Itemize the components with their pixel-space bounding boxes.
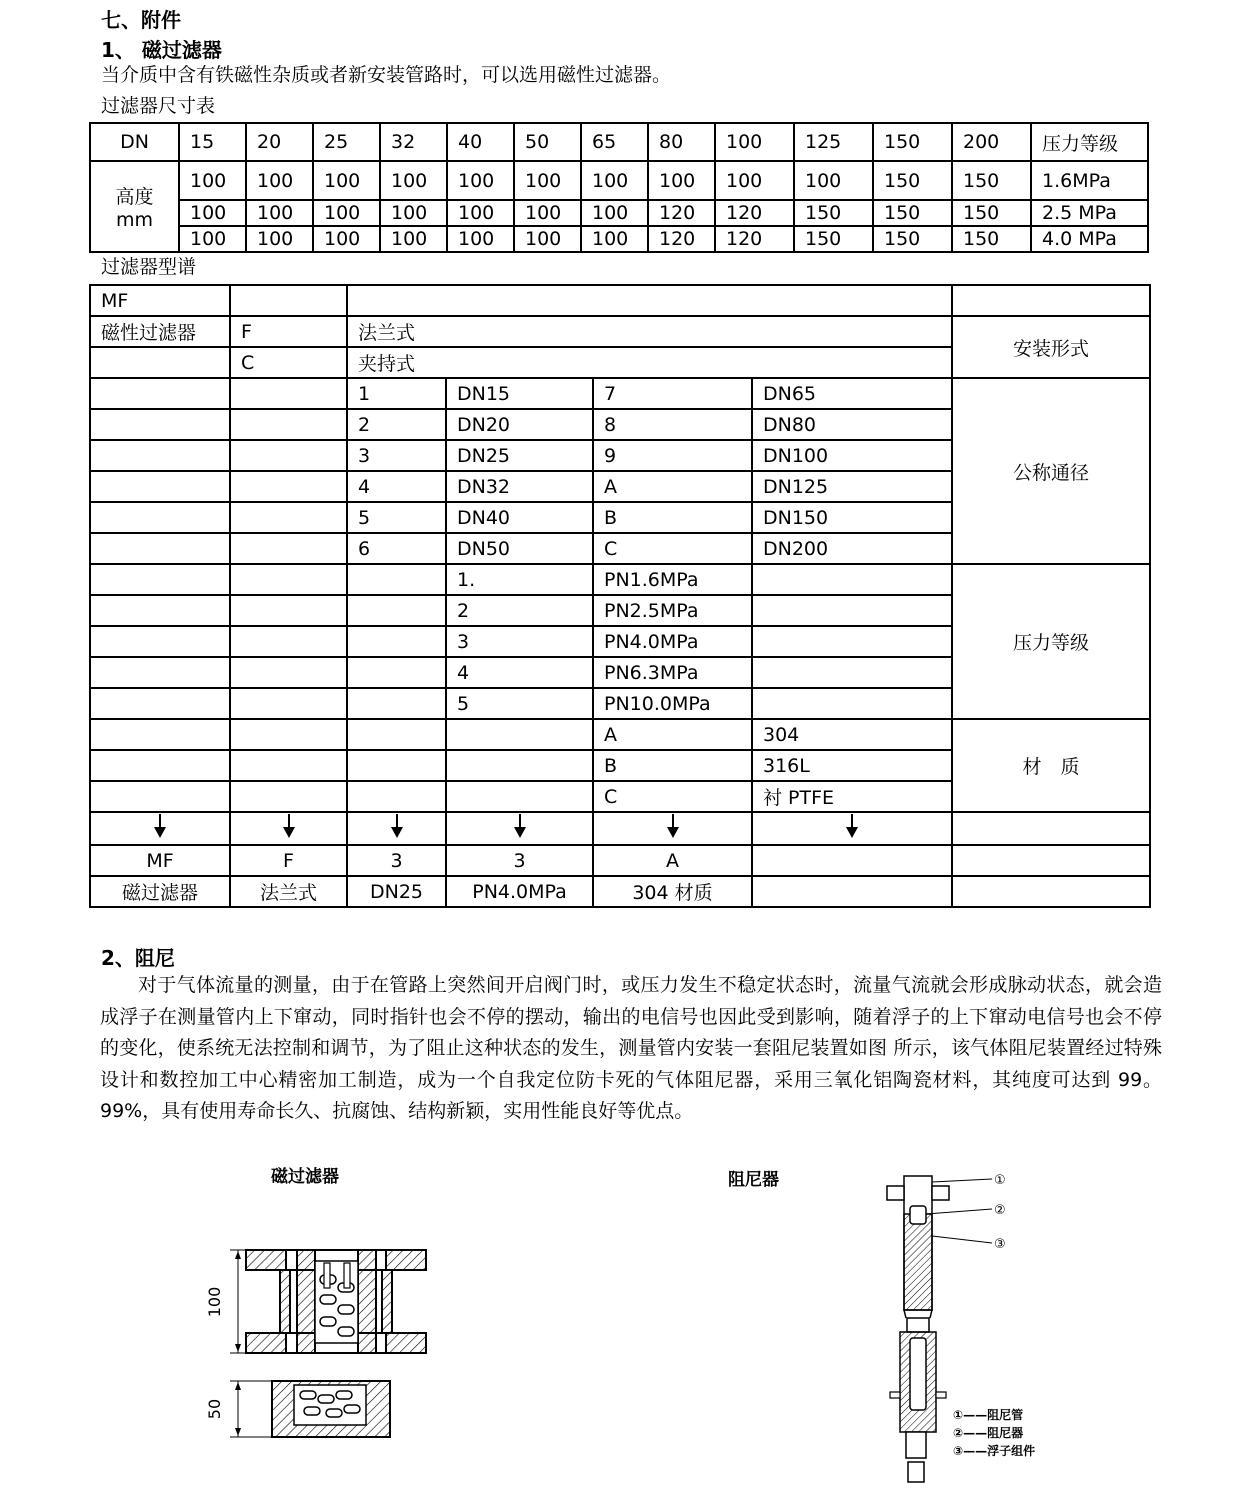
damper-figure-title: 阻尼器 bbox=[728, 1170, 779, 1190]
damper-subtitle: 2、阻尼 bbox=[101, 946, 175, 970]
dn-code: 5 bbox=[347, 502, 446, 533]
dn-cell: 20 bbox=[246, 123, 313, 161]
pressure-code: 4 bbox=[446, 657, 593, 688]
dn-label: DN20 bbox=[446, 409, 593, 440]
height-cell: 120 bbox=[715, 200, 794, 226]
install-title: 安装形式 bbox=[952, 316, 1150, 378]
height-cell: 100 bbox=[246, 226, 313, 252]
callout-1: ① bbox=[994, 1173, 1006, 1188]
pressure-code: 3 bbox=[446, 626, 593, 657]
size-table-header bbox=[90, 123, 1148, 161]
pressure-code: 2 bbox=[446, 595, 593, 626]
size-table bbox=[89, 122, 1149, 253]
pressure-cell: 4.0 MPa bbox=[1031, 226, 1148, 252]
dn-code: 3 bbox=[347, 440, 446, 471]
dn-label: DN150 bbox=[752, 502, 952, 533]
height-cell: 100 bbox=[380, 226, 447, 252]
arrow-row bbox=[90, 812, 1150, 845]
pressure-label: PN1.6MPa bbox=[593, 564, 752, 595]
dn-label: DN200 bbox=[752, 533, 952, 564]
height-cell: 100 bbox=[380, 200, 447, 226]
pressure-cell: 1.6MPa bbox=[1031, 161, 1148, 200]
dn-code: 2 bbox=[347, 409, 446, 440]
down-arrow-icon bbox=[230, 812, 347, 845]
dn-code: 6 bbox=[347, 533, 446, 564]
height-cell: 150 bbox=[952, 161, 1031, 200]
damper-device bbox=[890, 1310, 946, 1432]
height-label: 高度 mm bbox=[90, 161, 179, 252]
example-desc: DN25 bbox=[347, 876, 446, 907]
damper-legend-1: ①——阻尼管 bbox=[953, 1408, 1024, 1422]
height-cell: 120 bbox=[648, 226, 715, 252]
dn-code: A bbox=[593, 471, 752, 502]
example-code: 3 bbox=[446, 845, 593, 876]
pressure-label: PN10.0MPa bbox=[593, 688, 752, 719]
dn-cell: 32 bbox=[380, 123, 447, 161]
model-caption: 过滤器型谱 bbox=[101, 256, 197, 278]
height-cell: 100 bbox=[246, 161, 313, 200]
dn-cell: 200 bbox=[952, 123, 1031, 161]
dn-cell: 25 bbox=[313, 123, 380, 161]
height-cell: 100 bbox=[715, 161, 794, 200]
dn-label: DN bbox=[90, 123, 179, 161]
dn-code: C bbox=[593, 533, 752, 564]
example-desc: 304 材质 bbox=[593, 876, 752, 907]
height-cell: 100 bbox=[447, 200, 514, 226]
size-table-caption: 过滤器尺寸表 bbox=[101, 95, 216, 117]
material-label: 304 bbox=[752, 719, 952, 750]
dn-code: 8 bbox=[593, 409, 752, 440]
dn-code: B bbox=[593, 502, 752, 533]
filter-lower-body bbox=[272, 1381, 390, 1437]
dn-code: 7 bbox=[593, 378, 752, 409]
dim-50-label: 50 bbox=[205, 1398, 224, 1420]
callout-2: ② bbox=[994, 1203, 1006, 1218]
height-cell: 150 bbox=[952, 226, 1031, 252]
height-cell: 100 bbox=[447, 161, 514, 200]
dn-cell: 80 bbox=[648, 123, 715, 161]
height-cell: 100 bbox=[794, 161, 873, 200]
damper-paragraph: 对于气体流量的测量，由于在管路上突然间开启阀门时，或压力发生不稳定状态时，流量气流就会形成脉动状态，就会造成浮子在测量管内上下窜动，同时指针也会不停的摆动，输出的电信号也因此受到影响，随着浮子的上下窜动电信号也会不停的变化，使系统无法控制和调节，为了阻止这种状态的发生，测量管内安装一套阻尼装置如图 所示，该气体阻尼装置经过特殊设计和数控加工中心精密加工制造，成为一个自我定位防卡死的气体阻尼器，采用三氧化铝陶瓷材料，其纯度可达到 99。99%，具有使用寿命长久、抗腐蚀、结构新颖，实用性能良好等优点。 bbox=[100, 974, 1162, 1122]
height-cell: 120 bbox=[648, 200, 715, 226]
height-cell: 100 bbox=[648, 161, 715, 200]
dn-label: DN15 bbox=[446, 378, 593, 409]
install-code: F bbox=[230, 316, 347, 347]
example-code: 3 bbox=[347, 845, 446, 876]
example-code: F bbox=[230, 845, 347, 876]
material-label: 316L bbox=[752, 750, 952, 781]
height-cell: 100 bbox=[313, 226, 380, 252]
height-cell: 150 bbox=[873, 226, 952, 252]
dn-label: DN32 bbox=[446, 471, 593, 502]
height-cell: 100 bbox=[179, 226, 246, 252]
damper-legend-2: ②——阻尼器 bbox=[953, 1426, 1024, 1440]
material-code: A bbox=[593, 719, 752, 750]
height-cell: 100 bbox=[179, 161, 246, 200]
filter-drawing bbox=[200, 1235, 440, 1450]
pressure-title: 压力等级 bbox=[952, 564, 1150, 719]
height-cell: 150 bbox=[794, 226, 873, 252]
filter-intro: 当介质中含有铁磁性杂质或者新安装管路时，可以选用磁性过滤器。 bbox=[101, 64, 672, 86]
height-cell: 150 bbox=[873, 200, 952, 226]
down-arrow-icon bbox=[347, 812, 446, 845]
height-cell: 100 bbox=[581, 161, 648, 200]
height-cell: 100 bbox=[581, 226, 648, 252]
material-label: 衬 PTFE bbox=[752, 781, 952, 812]
height-cell: 100 bbox=[313, 200, 380, 226]
dn-label: DN80 bbox=[752, 409, 952, 440]
filter-dimension-50 bbox=[205, 1381, 272, 1437]
height-cell: 100 bbox=[514, 161, 581, 200]
example-code-row bbox=[90, 845, 1150, 876]
height-cell: 100 bbox=[447, 226, 514, 252]
dn-label: DN125 bbox=[752, 471, 952, 502]
dn-title: 公称通径 bbox=[952, 378, 1150, 564]
example-desc: 磁过滤器 bbox=[90, 876, 230, 907]
dn-code: 9 bbox=[593, 440, 752, 471]
height-cell: 100 bbox=[514, 200, 581, 226]
height-cell: 100 bbox=[246, 200, 313, 226]
float-assembly bbox=[906, 1432, 926, 1482]
height-cell: 150 bbox=[873, 161, 952, 200]
pressure-cell: 2.5 MPa bbox=[1031, 200, 1148, 226]
example-code: A bbox=[593, 845, 752, 876]
material-code: C bbox=[593, 781, 752, 812]
damper-tube bbox=[887, 1176, 949, 1310]
height-cell: 150 bbox=[952, 200, 1031, 226]
dn-code: 1 bbox=[347, 378, 446, 409]
size-table-row bbox=[90, 200, 1148, 226]
height-cell: 120 bbox=[715, 226, 794, 252]
height-cell: 150 bbox=[794, 200, 873, 226]
size-table-row bbox=[90, 226, 1148, 252]
dn-cell: 15 bbox=[179, 123, 246, 161]
height-cell: 100 bbox=[380, 161, 447, 200]
model-mf: MF bbox=[90, 285, 230, 316]
dim-100-label: 100 bbox=[205, 1286, 224, 1318]
dn-cell: 65 bbox=[581, 123, 648, 161]
dn-cell: 100 bbox=[715, 123, 794, 161]
height-cell: 100 bbox=[581, 200, 648, 226]
down-arrow-icon bbox=[90, 812, 230, 845]
pressure-code: 1. bbox=[446, 564, 593, 595]
dn-cell: 150 bbox=[873, 123, 952, 161]
section-title: 七、附件 bbox=[101, 8, 181, 32]
height-cell: 100 bbox=[514, 226, 581, 252]
height-cell: 100 bbox=[313, 161, 380, 200]
dn-label: DN50 bbox=[446, 533, 593, 564]
damper-drawing bbox=[880, 1166, 1080, 1486]
down-arrow-icon bbox=[593, 812, 752, 845]
example-code: MF bbox=[90, 845, 230, 876]
filter-dimension-100 bbox=[205, 1250, 246, 1353]
size-table-row bbox=[90, 161, 1148, 200]
example-desc: 法兰式 bbox=[230, 876, 347, 907]
down-arrow-icon bbox=[752, 812, 952, 845]
height-cell: 100 bbox=[179, 200, 246, 226]
pressure-label: PN6.3MPa bbox=[593, 657, 752, 688]
dn-code: 4 bbox=[347, 471, 446, 502]
dn-label: DN40 bbox=[446, 502, 593, 533]
material-code: B bbox=[593, 750, 752, 781]
damper-legend-3: ③——浮子组件 bbox=[953, 1444, 1036, 1458]
pressure-header: 压力等级 bbox=[1031, 123, 1148, 161]
material-title: 材 质 bbox=[952, 719, 1150, 812]
install-label: 法兰式 bbox=[347, 316, 952, 347]
pressure-label: PN4.0MPa bbox=[593, 626, 752, 657]
callout-3: ③ bbox=[994, 1237, 1006, 1252]
dn-cell: 40 bbox=[447, 123, 514, 161]
dn-label: DN100 bbox=[752, 440, 952, 471]
dn-label: DN25 bbox=[446, 440, 593, 471]
dn-cell: 125 bbox=[794, 123, 873, 161]
filter-body bbox=[246, 1250, 426, 1353]
model-name: 磁性过滤器 bbox=[90, 316, 230, 347]
dn-cell: 50 bbox=[514, 123, 581, 161]
dn-label: DN65 bbox=[752, 378, 952, 409]
example-desc-row bbox=[90, 876, 1150, 907]
example-desc: PN4.0MPa bbox=[446, 876, 593, 907]
filter-subtitle: 1、 磁过滤器 bbox=[101, 38, 222, 62]
install-label: 夹持式 bbox=[347, 347, 952, 378]
pressure-code: 5 bbox=[446, 688, 593, 719]
install-code: C bbox=[230, 347, 347, 378]
pressure-label: PN2.5MPa bbox=[593, 595, 752, 626]
filter-figure-title: 磁过滤器 bbox=[271, 1167, 339, 1187]
model-table bbox=[89, 284, 1151, 908]
down-arrow-icon bbox=[446, 812, 593, 845]
